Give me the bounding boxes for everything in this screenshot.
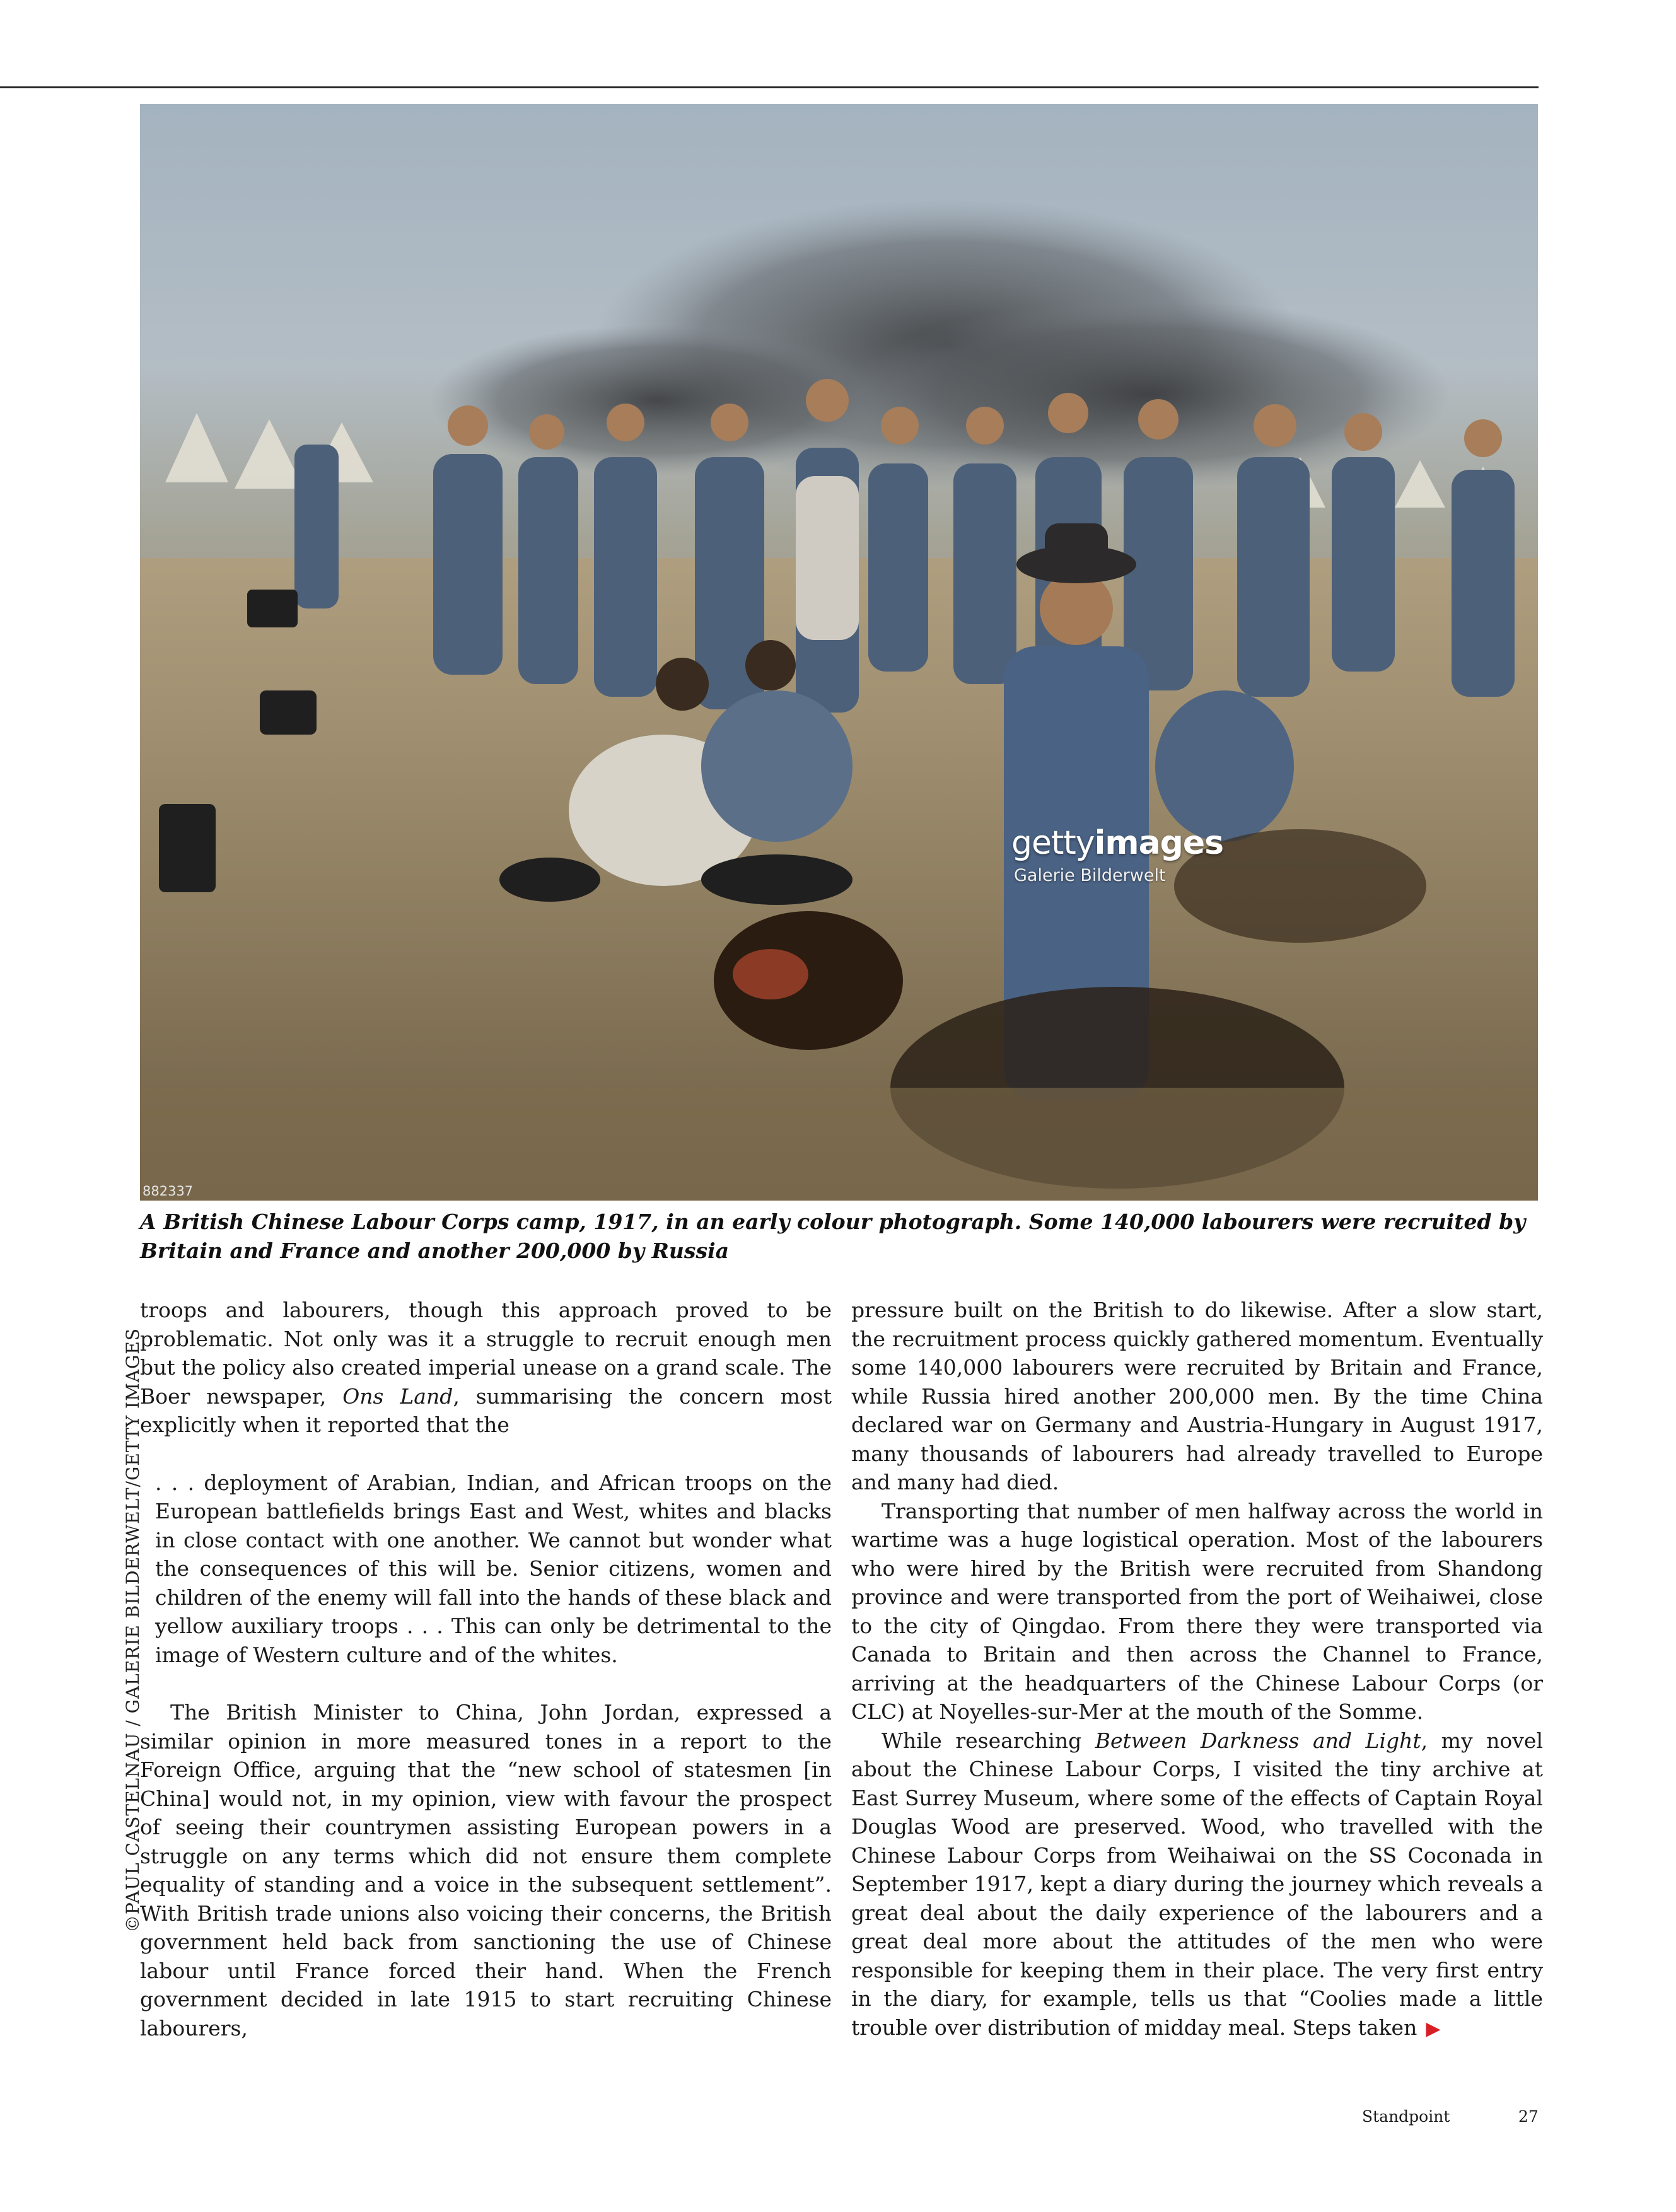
page-number: 27 — [1518, 2107, 1539, 2126]
fire-glow — [733, 949, 808, 999]
left-paragraph-2: The British Minister to China, John Jordan, expressed a similar opinion in more measured tones in a report to the Foreign Office, arguing that the “new school of statesmen [in China] would not, in my opinion, view with favour the prospect of seeing their countrymen assisting European powers in a struggle on any terms which did not ensure them complete equality of standing and a voice in the subsequent settlement”. With British trade unions also voicing their concerns, the British government held back from sanctioning the use of Chinese labour until France forced their hand. When the French government decided in late 1915 to start recruiting Chinese labourers, — [140, 1700, 832, 2040]
left-p1-end: , summarising the concern most explicitly when it reported that the — [140, 1383, 832, 1437]
newspaper-title: Ons Land — [342, 1383, 453, 1409]
left-p1-text: troops and labourers, though this approach proved to be problematic. Not only was it a struggle to recruit enough men but the policy also created imperial unease on a grand scale. The Boer newspaper, — [140, 1298, 832, 1409]
foreground-man-hat-crown — [1045, 523, 1108, 568]
crouching-man-head — [745, 640, 796, 690]
novel-title: Between Darkness and Light — [1095, 1728, 1421, 1753]
left-paragraph-1 — [140, 1296, 832, 1440]
right-paragraph-2: Transporting that number of men halfway across the world in wartime was a huge logistical operation. Most of the labourers who were hired by the British were recruited from Shandong province and were transported from the port of Weihaiwei, close to the city of Qingdao. From there they were transported via Canada to Britain and then across the Channel to France, arriving at the headquarters of the Chinese Labour Corps (or CLC) at Noyelles-sur-Mer at the mouth of the Somme. — [851, 1498, 1543, 1724]
foreground-ground — [140, 1088, 1538, 1201]
labourer-light-jacket — [796, 476, 859, 640]
right-paragraph-3 — [851, 1726, 1543, 2044]
crouching-man-head — [656, 658, 709, 711]
publication-name: Standpoint — [1362, 2107, 1450, 2126]
block-quote: . . . deployment of Arabian, Indian, and African troops on the European battlefields brings East and West, whites and blacks in close contact with one another. We cannot but wonder what the consequences of this will be. Senior citizens, women and children of the enemy will fall into the hands of these black and yellow auxiliary troops . . . This can only be detrimental to the image of Western culture and of the whites. — [155, 1470, 832, 1667]
photo-credit: ©PAUL CASTELNAU / GALERIE BILDERWELT/GETTY IMAGES — [122, 1328, 143, 1933]
watermark-brand-light: getty — [1011, 824, 1095, 862]
continue-arrow-icon: ▶ — [1426, 2017, 1441, 2040]
top-rule — [0, 86, 1539, 88]
getty-watermark-logo — [1011, 824, 1223, 862]
bending-labourer — [1155, 690, 1294, 842]
getty-watermark-subtitle: Galerie Bilderwelt — [1014, 866, 1166, 885]
crouching-man-blue — [701, 690, 853, 842]
photo-illustration — [140, 104, 1538, 1201]
right-paragraph-1: pressure built on the British to do likewise. After a slow start, the recruitment process quickly gathered momentum. Eventually some 140,000 labourers were recruited by Britain and France, while Russia hired another 200,000 men. By the time China declared war on Germany and Austria-Hungary in August 1917, many thousands of labourers had already travelled to Europe and many had died. — [851, 1298, 1543, 1494]
photo-caption: A British Chinese Labour Corps camp, 1917, in an early colour photograph. Some 140,000 labourers were recruited by Britain and France and another 200,000 by Russia — [140, 1209, 1526, 1263]
right-column — [851, 1296, 1543, 2043]
photo-id: 882337 — [143, 1184, 194, 1199]
right-p3-start: While researching — [882, 1728, 1082, 1753]
labour-corps-photo — [140, 104, 1538, 1201]
left-column — [140, 1296, 832, 2042]
watermark-brand-bold: images — [1094, 824, 1224, 862]
right-p3-end: , my novel about the Chinese Labour Corps, I visited the tiny archive at East Surrey Museum, where some of the effects of Captain Royal Douglas Wood are preserved. Wood, who travelled with the Chinese Labour Corps from Weihaiwai on the SS Coconada in September 1917, kept a diary during the journey which reveals a great deal about the daily experience of the labourers and a great deal more about the attitudes of the men who were responsible for keeping them in their place. The very first entry in the diary, for example, tells us that “Coolies made a little trouble over distribution of midday meal. Steps taken — [851, 1728, 1543, 2040]
